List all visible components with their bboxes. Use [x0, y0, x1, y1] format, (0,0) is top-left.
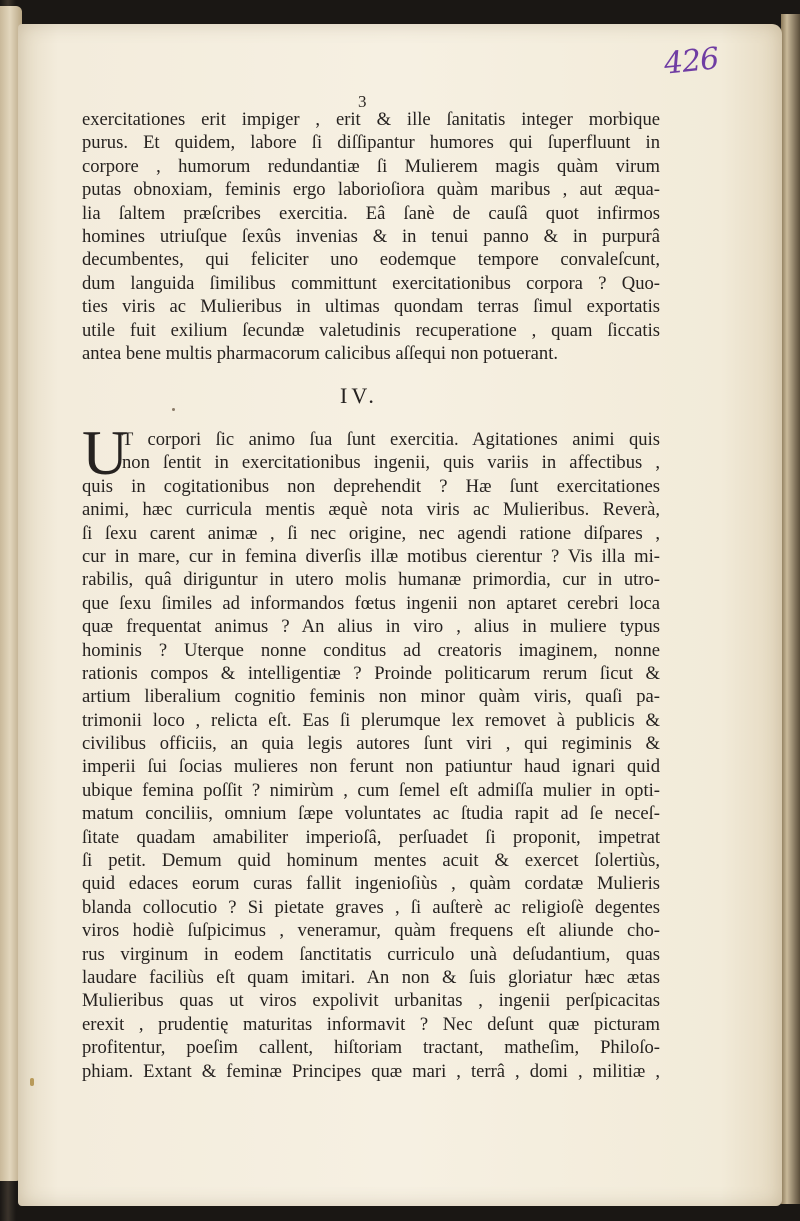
- ink-speck: [172, 408, 175, 411]
- text-line: dum languida ſimilibus committunt exercitationibus corpora ? Quo-: [82, 272, 660, 294]
- text-line: imperii ſui ſocias mulieres non ferunt non patiuntur haud ignari quid: [82, 756, 660, 778]
- text-line: quid edaces eorum curas fallit ingenioſiùs , quàm cordatæ Mulieris: [82, 873, 660, 895]
- text-line: decumbentes, qui feliciter uno eodemque tempore convaleſcunt,: [82, 249, 660, 271]
- text-line: civilibus officiis, an quia legis autores ſunt viri , qui regiminis &: [82, 733, 660, 755]
- text-line: corpore , humorum redundantiæ ſi Mulierem magis quàm virum: [82, 155, 660, 177]
- text-line: matum conciliis, omnium ſæpe voluntates ac ſtudia rapit ad ſe neceſ-: [82, 803, 660, 825]
- text-line: phiam. Extant & feminæ Principes quæ mari , terrâ , domi , militiæ ,: [82, 1060, 660, 1082]
- handwritten-folio-number: 426: [662, 41, 720, 82]
- text-line: trimonii loco , relicta eſt. Eas ſi plerumque lex removet à publicis &: [82, 709, 660, 731]
- text-line: blanda collocutio ? Si pietate graves , ſi auſterè ac religioſè degentes: [82, 896, 660, 918]
- text-line: rationis compos & intelligentiæ ? Proinde politicarum rerum ſicut &: [82, 662, 660, 684]
- text-line: antea bene multis pharmacorum calicibus aſſequi non potuerant.: [82, 342, 559, 364]
- text-line: rabilis, quâ diriguntur in utero molis humanæ primordia, cur in utro-: [82, 569, 660, 591]
- text-line: laudare faciliùs eſt quam imitari. An non & ſuis gloriatur hæc ætas: [82, 967, 660, 988]
- book-fore-edge: [781, 14, 800, 1204]
- paragraph-top: [82, 108, 660, 365]
- text-line: cur in mare, cur in femina diverſis illæ motibus cierentur ? Vis illa mi-: [82, 545, 660, 567]
- text-line: utile fuit exilium ſecundæ valetudinis recuperatione , quam ſiccatis: [82, 319, 660, 341]
- text-line: lia ſaltem præſcribes exercitia. Eâ ſanè de cauſâ quot infirmos: [82, 202, 660, 224]
- text-line: que ſexu ſimiles ad informandos fœtus ingenii non aptaret cerebri loca: [82, 592, 660, 614]
- paragraph-main-opening: [82, 428, 660, 475]
- text-line: artium liberalium cognitio feminis non minor quàm viris, quaſi pa-: [82, 686, 660, 708]
- page-number: 3: [358, 92, 367, 111]
- text-line: profitentur, poeſim callent, hiſtoriam tractant, matheſim, Philoſo-: [82, 1037, 660, 1059]
- text-line: quæ frequentat animus ? An alius in viro , alius in muliere typus: [82, 616, 660, 638]
- text-line: rus virginum in eodem ſanctitatis curriculo unà deſudantium, quas: [82, 943, 660, 965]
- paragraph-main: [82, 475, 660, 1083]
- text-line: viros hodiè ſuſpicimus , veneramur, quàm frequens eſt aliunde cho-: [82, 920, 660, 942]
- text-line: exercitationes erit impiger , erit & ille ſanitatis integer morbique: [82, 109, 660, 130]
- text-line: homines utriuſque ſexûs invenias & in tenui panno & in purpurâ: [82, 225, 660, 247]
- text-line: hominis ? Uterque nonne conditus ad creatoris imaginem, nonne: [82, 639, 660, 661]
- section-heading: IV.: [340, 383, 378, 408]
- text-line: animi, hæc curricula mentis æquè nota viris ac Mulieribus. Reverà,: [82, 499, 660, 521]
- text-line: ſitate quadam amabiliter imperioſâ, perſuadet ſi proponit, impetrat: [82, 826, 660, 848]
- text-line: non ſentit in exercitationibus ingenii, quis variis in affectibus ,: [122, 452, 660, 474]
- text-line: erexit , prudentię maturitas informavit ? Nec deſunt quæ picturam: [82, 1013, 660, 1035]
- drop-cap-letter: U: [82, 417, 129, 488]
- text-line: putas obnoxiam, feminis ergo laborioſiora quàm maribus , aut æqua-: [82, 179, 660, 201]
- text-line: quis in cogitationibus non deprehendit ? Hæ ſunt exercitationes: [82, 475, 660, 497]
- margin-mark: [30, 1078, 34, 1086]
- text-line: ties viris ac Mulieribus in ultimas quondam terras ſimul exportatis: [82, 296, 660, 318]
- text-line: T corpori ſic animo ſua ſunt exercitia. Agitationes animi quis: [122, 429, 660, 450]
- text-line: ſi petit. Demum quid hominum mentes acuit & exercet ſolertiùs,: [82, 850, 660, 872]
- text-line: Mulieribus quas ut viros expolivit urbanitas , ingenii perſpicacitas: [82, 990, 660, 1012]
- text-line: purus. Et quidem, labore ſi diſſipantur humores qui ſuperfluunt in: [82, 132, 660, 154]
- text-line: ubique femina poſſit ? nimirùm , cum ſemel eſt admiſſa mulier in opti-: [82, 779, 660, 801]
- text-line: ſi ſexu carent animæ , ſi nec origine, nec agendi ratione diſpares ,: [82, 522, 660, 544]
